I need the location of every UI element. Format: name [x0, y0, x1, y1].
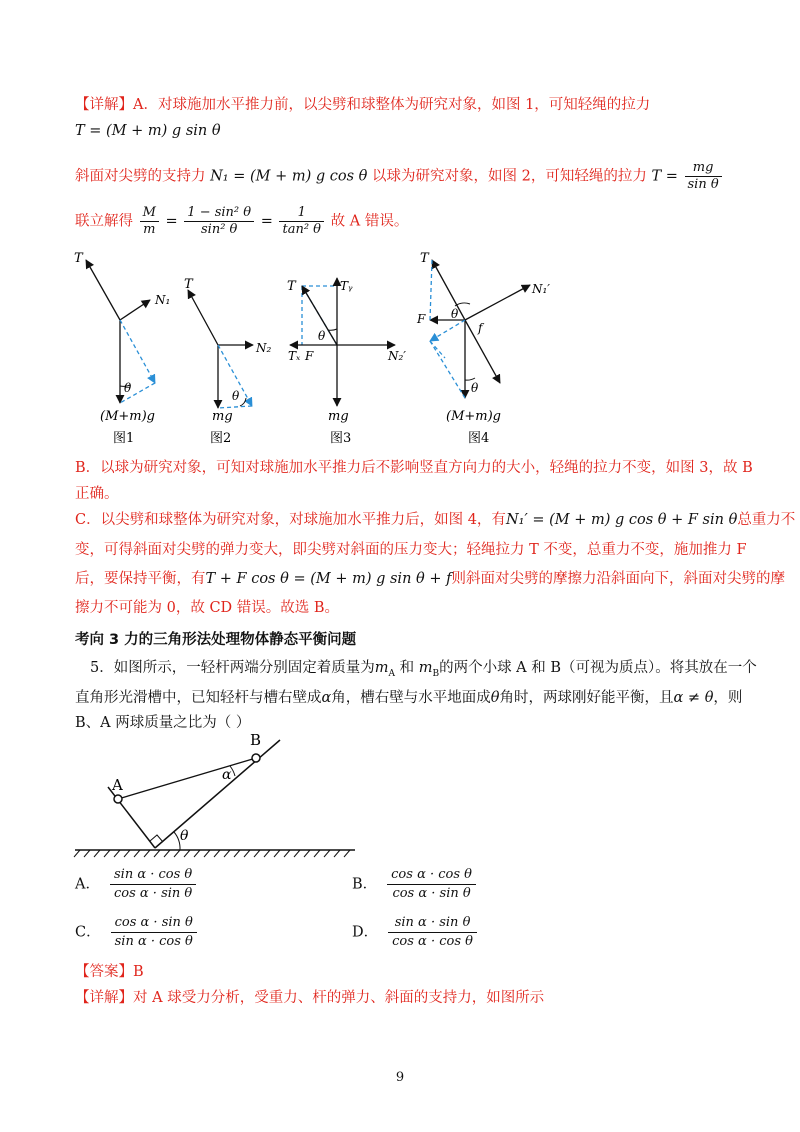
ball-b-label: B [250, 731, 262, 749]
detail-c-text-1: C．以尖劈和球整体为研究对象，对球施加水平推力后，如图 4，有 [75, 512, 506, 528]
q5-text-2a: 直角形光滑槽中，已知轻杆与槽右壁成 [75, 690, 322, 706]
answer-value: B [133, 964, 144, 980]
option-a[interactable] [75, 866, 196, 903]
option-c[interactable] [75, 914, 197, 951]
option-c-label: C． [75, 924, 101, 941]
detail-c-line-2: 变，可得斜面对尖劈的弹力变大，即尖劈对斜面的压力变大；轻绳拉力 T 不变，总重力不变，施加推力 F [75, 542, 747, 558]
detail-c-line-3 [75, 569, 785, 589]
fig1-T-label: T [74, 251, 83, 266]
groove-diagram [70, 730, 390, 860]
condition-alpha-theta: α ≠ θ [673, 690, 714, 706]
option-b-fraction: $\frac{\text{cos α · cos θ}}{\text{cos α · sin θ}}$ [387, 866, 476, 903]
alpha-label: α [222, 767, 232, 783]
fig2-T-label: T [184, 277, 193, 292]
detail-c-text-1b: 总重力不 [737, 512, 796, 528]
fig1-theta-label: θ [124, 381, 132, 395]
fig2-N-label: N₂ [256, 341, 272, 355]
detail-a-text: A．对球施加水平推力前，以尖劈和球整体为研究对象，如图 1，可知轻绳的拉力 [133, 97, 651, 113]
detail-2-line [75, 988, 544, 1008]
equals-sign: = [165, 213, 178, 230]
option-d-label: D． [352, 924, 379, 941]
figure-2 [184, 277, 272, 446]
fig4-theta1-label: θ [451, 307, 459, 321]
detail-tag: 【详解】 [75, 97, 133, 113]
force-diagrams [0, 248, 800, 448]
detail-2-text: 对 A 球受力分析，受重力、杆的弹力、斜面的支持力，如图所示 [133, 990, 545, 1006]
q5-text-1: 5．如图所示，一轻杆两端分别固定着质量为 [90, 660, 375, 676]
detail-b-line-2: 正确。 [75, 486, 119, 502]
mass-b-sub: B [432, 668, 440, 679]
fig1-weight-label: (M+m)g [100, 409, 155, 424]
combined-solution-line [75, 205, 408, 238]
detail-b-line-1: B．以球为研究对象，可知对球施加水平推力后不影响竖直方向力的大小，轻绳的拉力不变，如图 3，故 B [75, 460, 753, 476]
fig3-F-label: F [305, 349, 314, 363]
figure-1 [74, 251, 170, 446]
theta-label: θ [180, 828, 189, 844]
option-a-label: A． [75, 876, 100, 893]
fig3-T-label: T [287, 279, 296, 294]
conclusion-a-wrong: 故 A 错误。 [330, 213, 409, 230]
fig3-weight-label: mg [328, 409, 349, 424]
fig3-Ty-label: Tᵧ [340, 279, 353, 293]
detail-c-text-3b: 则斜面对尖劈的摩擦力沿斜面向下，斜面对尖劈的摩 [451, 571, 785, 587]
detail-c-line-1 [75, 510, 795, 530]
fig3-Tx-label: Tₓ [288, 349, 301, 363]
mass-a-sub: A [388, 668, 395, 679]
combined-text: 联立解得 [75, 213, 133, 230]
question-5-line-3: B、A 两球质量之比为（ ） [75, 715, 251, 731]
fig4-F-label: F [417, 312, 426, 326]
option-c-fraction: $\frac{\text{cos α · sin θ}}{\text{sin α · cos θ}}$ [111, 914, 197, 951]
support-force-line [75, 160, 724, 193]
figure-3 [287, 278, 406, 446]
equation-tension: T = (M + m) g sin θ [75, 123, 221, 139]
theta-symbol: θ [490, 690, 500, 706]
option-b-label: B． [352, 876, 378, 893]
ball-a-label: A [112, 776, 123, 794]
fig1-caption: 图1 [113, 431, 135, 446]
q5-text-1c: 的两个小球 A 和 B（可视为质点）。将其放在一个 [439, 660, 757, 676]
q5-text-2d: ，则 [713, 690, 743, 706]
question-5-line-1 [90, 658, 757, 684]
alpha-symbol: α [321, 690, 332, 706]
fraction-mg-sin: $\frac{mg}{\text{sin θ}}$ [685, 160, 722, 193]
q5-text-2c: 角时，两球刚好能平衡，且 [499, 690, 674, 706]
q5-text-2b: 角，槽右壁与水平地面成 [331, 690, 491, 706]
fig4-caption: 图4 [468, 431, 490, 446]
figure-4 [416, 251, 550, 446]
equation-n1: N₁ = (M + m) g cos θ [210, 168, 368, 185]
fraction-sin: $\frac{\text{1 − sin² θ}}{\text{sin² θ}}$ [184, 205, 254, 238]
ball-object-text: 以球为研究对象，如图 2，可知轻绳的拉力 [372, 168, 647, 185]
fig3-caption: 图3 [330, 431, 352, 446]
equals-sign: = [260, 213, 273, 230]
detail-a-line [75, 95, 650, 115]
fig4-weight-label: (M+m)g [446, 409, 501, 424]
option-a-fraction: $\frac{\text{sin α · cos θ}}{\text{cos α · sin θ}}$ [110, 866, 196, 903]
fig1-N-label: N₁ [155, 293, 171, 307]
fig3-N-label: N₂′ [388, 349, 407, 363]
equation-friction: T + F cos θ = (M + m) g sin θ + f [205, 571, 452, 587]
fig4-N-label: N₁′ [532, 282, 551, 296]
detail-2-tag: 【详解】 [75, 990, 133, 1006]
equation-t-lhs: T = [651, 168, 678, 185]
page-number: 9 [395, 1070, 405, 1085]
mass-a-symbol: m [374, 660, 389, 676]
fig2-weight-label: mg [212, 409, 233, 424]
fraction-m-ratio: $\frac{M}{m}$ [140, 205, 159, 238]
answer-line [75, 962, 144, 982]
question-5-line-2 [75, 688, 742, 708]
q5-and: 和 [399, 660, 415, 676]
mass-b-symbol: m [418, 660, 433, 676]
fig2-theta-label: θ [232, 389, 240, 403]
equation-n1-prime: N₁′ = (M + m) g cos θ + F sin θ [505, 512, 738, 528]
answer-tag: 【答案】 [75, 964, 133, 980]
fraction-tan: $\frac{1}{\text{tan² θ}}$ [279, 205, 324, 238]
fig4-T-label: T [420, 251, 429, 266]
fig3-theta-label: θ [318, 329, 326, 343]
option-d-fraction: $\frac{\text{sin α · sin θ}}{\text{cos α · cos θ}}$ [388, 914, 477, 951]
section-heading: 考向 3 力的三角形法处理物体静态平衡问题 [75, 632, 357, 648]
option-d[interactable] [352, 914, 477, 951]
detail-c-text-3a: 后，要保持平衡，有 [75, 571, 206, 587]
fig2-caption: 图2 [210, 431, 232, 446]
option-b[interactable] [352, 866, 476, 903]
support-force-text: 斜面对尖劈的支持力 [75, 168, 206, 185]
fig4-f-label: f [478, 321, 483, 335]
fig4-theta2-label: θ [471, 381, 479, 395]
detail-c-line-4: 擦力不可能为 0，故 CD 错误。故选 B。 [75, 600, 340, 616]
